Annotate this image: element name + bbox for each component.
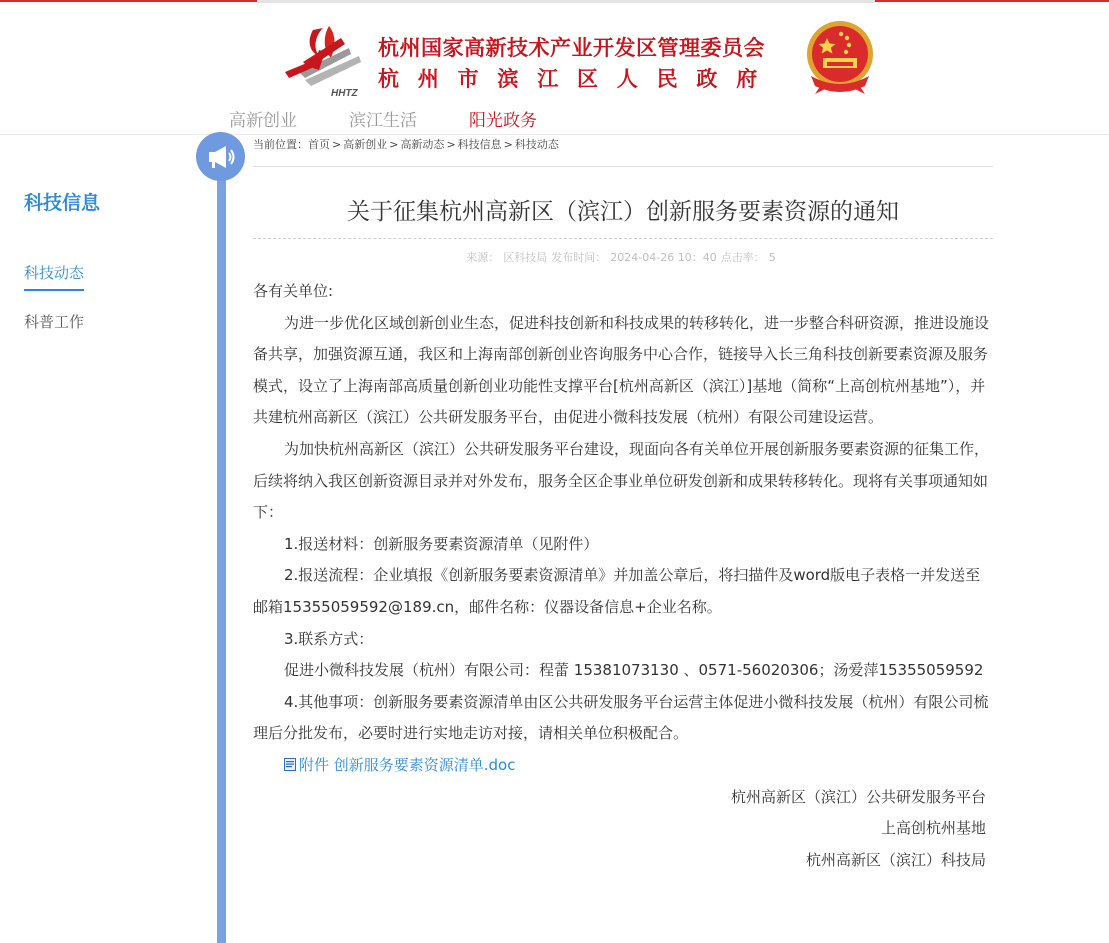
nav-item-binjiang-shenghuo[interactable]: 滨江生活	[349, 111, 417, 131]
breadcrumb-separator: >	[389, 138, 399, 151]
title-divider	[253, 238, 993, 239]
meta-source-label: 来源：	[466, 251, 500, 264]
attachment-link[interactable]: 附件 创新服务要素资源清单.doc	[299, 755, 516, 774]
breadcrumb-separator: >	[332, 138, 342, 151]
breadcrumb-item-home[interactable]: 首页	[308, 138, 330, 151]
list-item-3: 3.联系方式：	[284, 629, 374, 648]
signature-line-3: 杭州高新区（滨江）科技局	[805, 850, 986, 869]
list-item-1: 1.报送材料：创新服务要素资源清单（见附件）	[284, 534, 599, 553]
nav-item-gaoxin-chuangye[interactable]: 高新创业	[229, 111, 297, 131]
breadcrumb-item-keji-dongtai[interactable]: 科技动态	[514, 138, 559, 151]
signature-line-1: 杭州高新区（滨江）公共研发服务平台	[730, 787, 986, 806]
logo-text: HHTZ	[331, 88, 358, 99]
breadcrumb	[253, 136, 559, 152]
breadcrumb-item-gaoxin-chuangye[interactable]: 高新创业	[343, 138, 388, 151]
sidebar-item-kepu-gongzuo[interactable]: 科普工作	[24, 313, 85, 331]
meta-publish-time: 2024-04-26 10：40	[610, 251, 717, 264]
nav-item-yangguang-zhengwu[interactable]: 阳光政务	[469, 111, 537, 131]
signature-line-2: 上高创杭州基地	[880, 819, 986, 838]
breadcrumb-item-keji-xinxi[interactable]: 科技信息	[457, 138, 502, 151]
org-title-line-1: 杭州国家高新技术产业开发区管理委员会	[378, 36, 765, 60]
article-title: 关于征集杭州高新区（滨江）创新服务要素资源的通知	[347, 199, 899, 225]
meta-clicks-label: 点击率：	[720, 251, 765, 264]
sidebar-title: 科技信息	[24, 192, 101, 214]
doc-file-icon	[284, 758, 296, 771]
breadcrumb-separator: >	[446, 138, 456, 151]
meta-source: 区科技局	[503, 251, 548, 264]
timeline-bar	[217, 170, 226, 943]
breadcrumb-separator: >	[503, 138, 513, 151]
megaphone-badge	[196, 132, 245, 181]
breadcrumb-prefix: 当前位置：	[253, 138, 308, 151]
article-meta	[253, 249, 993, 265]
paragraph-1: 为进一步优化区域创新创业生态，促进科技创新和科技成果的转移转化，进一步整合科研资源，推进设施设备共享，加强资源互通，我区和上海南部创新创业咨询服务中心合作，链接导入长三角科技创新要素资源及服务模式，设立了上海南部高质量创新创业功能性支撑平台[杭州高新区（滨江）]基地（简称“上高创杭州基地”），并共建杭州高新区（滨江）公共研发服务平台，由促进小微科技发展（杭州）有限公司建设运营。	[253, 313, 990, 427]
contact-info: 促进小微科技发展（杭州）有限公司：程蕾 15381073130 、0571-56020306；汤爱萍15355059592	[284, 661, 984, 680]
article-body	[253, 276, 993, 876]
org-title-line-2: 杭州市滨江区人民政府	[378, 67, 776, 91]
sidebar	[0, 135, 200, 943]
attachment-row	[253, 750, 993, 782]
salutation: 各有关单位:	[253, 282, 334, 300]
main-nav	[229, 106, 589, 132]
breadcrumb-item-gaoxin-dongtai[interactable]: 高新动态	[400, 138, 445, 151]
hhtz-logo-icon[interactable]	[279, 22, 369, 100]
meta-publish-label: 发布时间：	[551, 251, 607, 264]
national-emblem-icon	[803, 18, 877, 96]
paragraph-2: 为加快杭州高新区（滨江）公共研发服务平台建设，现面向各有关单位开展创新服务要素资源的征集工作，后续将纳入我区创新资源目录并对外发布，服务全区企事业单位研发创新和成果转移转化。现将有关事项通知如下：	[253, 439, 990, 522]
meta-clicks: 5	[768, 251, 776, 264]
site-header	[0, 0, 1109, 135]
article-content	[253, 135, 993, 943]
megaphone-icon	[206, 144, 236, 170]
sidebar-item-keji-dongtai[interactable]: 科技动态	[24, 262, 84, 291]
breadcrumb-divider	[253, 166, 993, 167]
list-item-4: 4.其他事项：创新服务要素资源清单由区公共研发服务平台运营主体促进小微科技发展（杭州）有限公司梳理后分批发布，必要时进行实地走访对接，请相关单位积极配合。	[253, 692, 989, 743]
list-item-2: 2.报送流程：企业填报《创新服务要素资源清单》并加盖公章后，将扫描件及word版电子表格一并发送至邮箱15355059592@189.cn，邮件名称：仪器设备信息+企业名称。	[253, 566, 981, 616]
